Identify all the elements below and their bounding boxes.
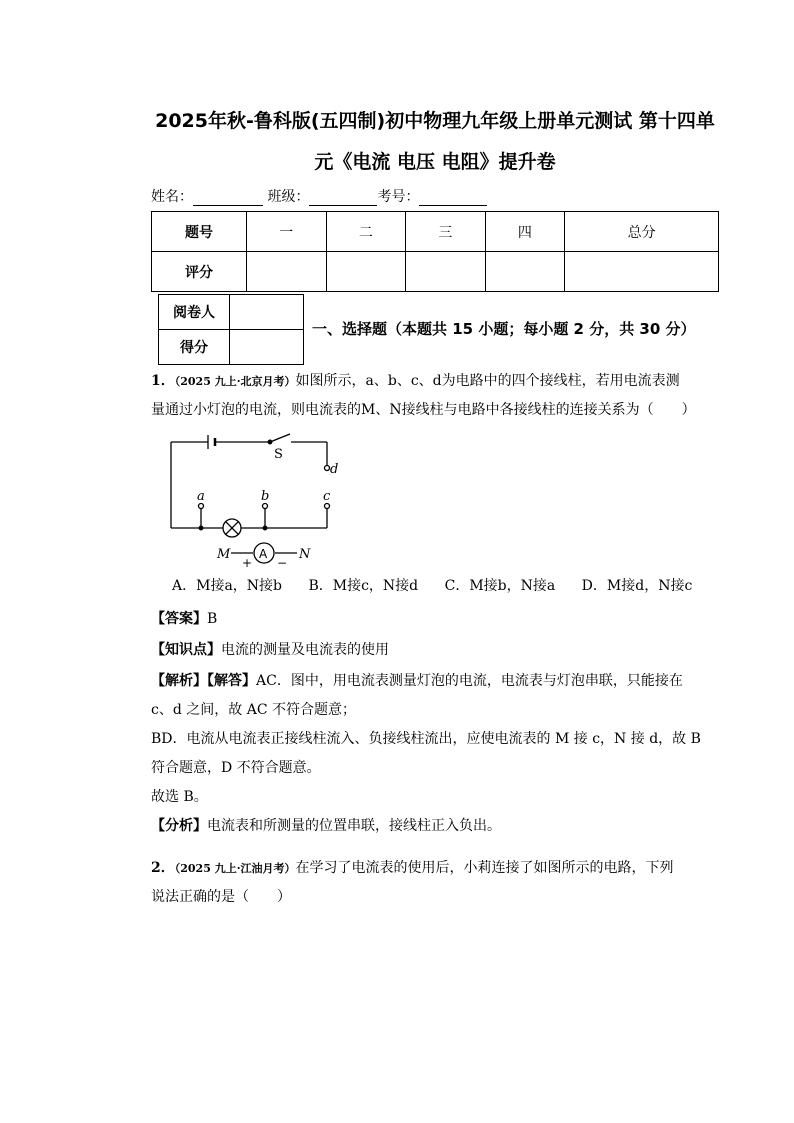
question-1-options xyxy=(172,575,714,595)
analysis-line4: 符合题意，D 不符合题意。 xyxy=(151,760,321,776)
switch-label: S xyxy=(274,447,283,462)
option-c[interactable]: C．M接b，N接a xyxy=(444,578,556,594)
score-table-col-total: 总分 xyxy=(565,212,719,252)
score-cell-1[interactable] xyxy=(247,252,327,292)
terminal-d-label: d xyxy=(330,462,339,477)
switch-blade xyxy=(270,434,290,442)
section-heading: 一、选择题（本题共 15 小题；每小题 2 分，共 30 分） xyxy=(312,320,696,338)
score-table-row-label: 评分 xyxy=(152,252,247,292)
analysis-line1: AC．图中，用电流表测量灯泡的电流，电流表与灯泡串联，只能接在 xyxy=(256,673,683,689)
answer-label: 【答案】 xyxy=(151,611,207,627)
reviewer-label: 阅卷人 xyxy=(159,295,230,330)
question-2-stem-line2: 说法正确的是（ ） xyxy=(151,889,291,905)
reviewer-cell[interactable] xyxy=(230,295,304,330)
class-label: 班级： xyxy=(267,189,310,205)
summary-label: 【分析】 xyxy=(151,818,207,834)
reviewer-score-cell[interactable] xyxy=(230,330,304,365)
exam-no-blank[interactable] xyxy=(419,191,487,206)
option-a[interactable]: A．M接a，N接b xyxy=(172,578,283,594)
analysis-label: 【解析】 xyxy=(151,673,207,689)
question-1-analysis xyxy=(151,667,721,841)
score-table-col-4: 四 xyxy=(485,212,565,252)
name-label: 姓名： xyxy=(151,189,193,205)
option-d[interactable]: D．M接d，N接c xyxy=(581,578,693,594)
question-2-stem xyxy=(151,854,721,912)
score-cell-total[interactable] xyxy=(565,252,719,292)
question-1-stem-line2: 量通过小灯泡的电流，则电流表的M、N接线柱与电路中各接线柱的连接关系为（ ） xyxy=(151,402,696,418)
score-table-col-3: 三 xyxy=(406,212,486,252)
exam-no-label: 考号： xyxy=(377,189,420,205)
question-1-number: 1． xyxy=(151,373,175,389)
minus-label: − xyxy=(277,556,288,568)
score-table xyxy=(151,211,719,292)
score-table-header-label: 题号 xyxy=(152,212,247,252)
question-1-knowledge xyxy=(151,636,721,665)
terminal-c-label: c xyxy=(323,489,331,504)
ammeter-label: A xyxy=(259,547,268,561)
question-1-stem xyxy=(151,367,721,425)
plus-label: + xyxy=(242,556,253,568)
terminal-d xyxy=(325,466,330,471)
m-label: M xyxy=(217,547,231,562)
terminal-b xyxy=(263,504,268,509)
circuit-diagram xyxy=(165,428,365,568)
class-blank[interactable] xyxy=(309,191,377,206)
question-1-stem-line1: 如图所示，a、b、c、d为电路中的四个接线柱，若用电流表测 xyxy=(295,373,680,389)
question-1-source: （2025 九上·北京月考） xyxy=(174,375,296,388)
n-label: N xyxy=(299,547,311,562)
student-info-row xyxy=(151,186,487,206)
analysis-line2: c、d 之间，故 AC 不符合题意； xyxy=(151,702,356,718)
score-table-score-row xyxy=(152,252,719,292)
analysis-line3: BD．电流从电流表正接线柱流入、负接线柱流出，应使电流表的 M 接 c，N 接 d，故 B xyxy=(151,731,701,747)
name-blank[interactable] xyxy=(193,191,263,206)
score-cell-3[interactable] xyxy=(406,252,486,292)
score-table-col-1: 一 xyxy=(247,212,327,252)
document-title-line2: 元《电流 电压 电阻》提升卷 xyxy=(314,151,556,173)
terminal-a-label: a xyxy=(197,489,205,504)
score-cell-4[interactable] xyxy=(485,252,565,292)
question-2-stem-line1: 在学习了电流表的使用后，小莉连接了如图所示的电路，下列 xyxy=(295,860,674,876)
question-2-source: （2025 九上·江油月考） xyxy=(174,862,296,875)
score-cell-2[interactable] xyxy=(326,252,406,292)
option-b[interactable]: B．M接c，N接d xyxy=(308,578,419,594)
summary-text: 电流表和所测量的位置串联，接线柱正入负出。 xyxy=(207,818,501,834)
analysis-line5: 故选 B。 xyxy=(151,789,208,805)
terminal-a xyxy=(199,504,204,509)
solution-label: 【解答】 xyxy=(207,673,256,689)
score-table-col-2: 二 xyxy=(326,212,406,252)
document-title-line1: 2025年秋-鲁科版(五四制)初中物理九年级上册单元测试 第十四单 xyxy=(155,110,715,132)
answer-value: B xyxy=(207,611,218,627)
terminal-b-label: b xyxy=(261,489,270,504)
knowledge-text: 电流的测量及电流表的使用 xyxy=(221,642,389,658)
question-1-answer xyxy=(151,605,721,634)
question-2-number: 2． xyxy=(151,860,175,876)
reviewer-box xyxy=(158,294,304,365)
reviewer-score-label: 得分 xyxy=(159,330,230,365)
knowledge-label: 【知识点】 xyxy=(151,642,221,658)
terminal-c xyxy=(325,504,330,509)
score-table-header-row xyxy=(152,212,719,252)
